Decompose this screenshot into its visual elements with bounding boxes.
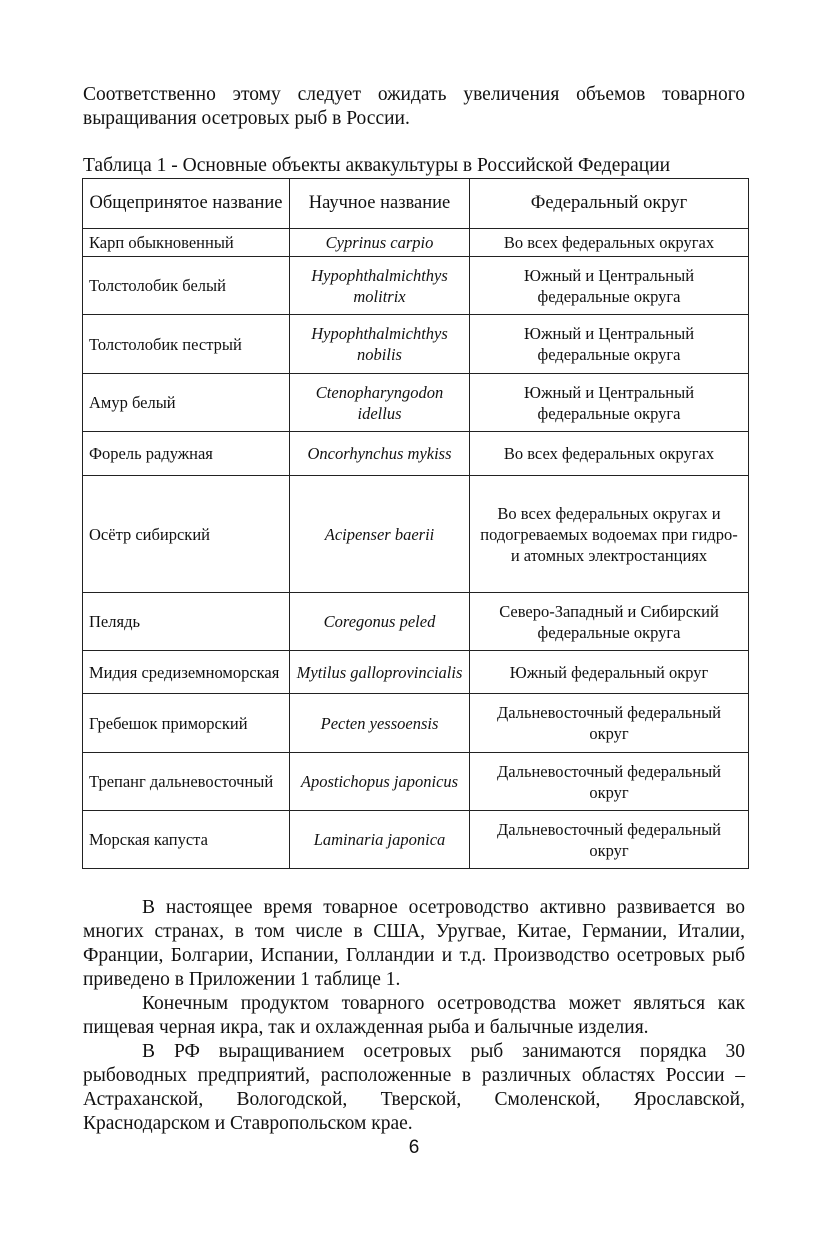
cell-common-name: Мидия средиземноморская [83, 651, 290, 694]
cell-federal-district: Дальневосточный федеральный округ [470, 811, 749, 869]
cell-scientific-name: Mytilus galloprovincialis [290, 651, 470, 694]
table-caption: Таблица 1 - Основные объекты аквакультуры в Российской Федерации [83, 155, 671, 176]
cell-common-name: Гребешок приморский [83, 694, 290, 753]
table-row [83, 694, 749, 753]
table-row [83, 593, 749, 651]
table-row [83, 432, 749, 476]
cell-common-name: Осётр сибирский [83, 476, 290, 593]
aquaculture-table [82, 178, 749, 869]
cell-federal-district: Южный и Центральный федеральные округа [470, 315, 749, 374]
cell-common-name: Форель радужная [83, 432, 290, 476]
header-scientific-name: Научное название [290, 179, 470, 229]
table-row [83, 257, 749, 315]
cell-federal-district: Дальневосточный федеральный округ [470, 753, 749, 811]
cell-federal-district: Северо-Западный и Сибирский федеральные округа [470, 593, 749, 651]
cell-common-name: Трепанг дальневосточный [83, 753, 290, 811]
cell-scientific-name: Oncorhynchus mykiss [290, 432, 470, 476]
cell-federal-district: Во всех федеральных округах [470, 432, 749, 476]
page-number: 6 [408, 1137, 420, 1158]
cell-common-name: Амур белый [83, 374, 290, 432]
cell-scientific-name: Hypophthalmichthys molitrix [290, 257, 470, 315]
body-paragraph: Конечным продуктом товарного осетроводства может являться как пищевая черная икра, так и охлажденная рыба и балычные изделия. [83, 993, 745, 1038]
table-row [83, 651, 749, 694]
table-row [83, 753, 749, 811]
body-paragraph: В настоящее время товарное осетроводство активно развивается во многих странах, в том числе в США, Уругвае, Китае, Германии, Италии, Франции, Болгарии, Испании, Голландии и т.д. Производство осетровых рыб приведено в Приложении 1 таблице 1. [83, 897, 745, 990]
cell-federal-district: Южный федеральный округ [470, 651, 749, 694]
cell-scientific-name: Pecten yessoensis [290, 694, 470, 753]
header-common-name: Общепринятое название [83, 179, 290, 229]
table-header-row [83, 179, 749, 229]
cell-scientific-name: Hypophthalmichthys nobilis [290, 315, 470, 374]
table-row [83, 229, 749, 257]
cell-scientific-name: Cyprinus carpio [290, 229, 470, 257]
cell-scientific-name: Ctenopharyngodon idellus [290, 374, 470, 432]
cell-federal-district: Дальневосточный федеральный округ [470, 694, 749, 753]
cell-federal-district: Южный и Центральный федеральные округа [470, 374, 749, 432]
cell-common-name: Пелядь [83, 593, 290, 651]
table-row [83, 811, 749, 869]
cell-scientific-name: Apostichopus japonicus [290, 753, 470, 811]
cell-federal-district: Во всех федеральных округах и подогреваемых водоемах при гидро- и атомных электростанциях [470, 476, 749, 593]
table-row [83, 374, 749, 432]
body-paragraph: В РФ выращиванием осетровых рыб занимаются порядка 30 рыбоводных предприятий, расположенные в различных областях России – Астраханской, Вологодской, Тверской, Смоленской, Ярославской, Краснодарском и Ставропольском крае. [83, 1041, 745, 1134]
header-federal-district: Федеральный округ [470, 179, 749, 229]
cell-scientific-name: Coregonus peled [290, 593, 470, 651]
cell-common-name: Толстолобик пестрый [83, 315, 290, 374]
intro-paragraph: Соответственно этому следует ожидать увеличения объемов товарного выращивания осетровых рыб в России. [83, 84, 745, 129]
table-row [83, 315, 749, 374]
cell-common-name: Морская капуста [83, 811, 290, 869]
cell-scientific-name: Acipenser baerii [290, 476, 470, 593]
table-row [83, 476, 749, 593]
cell-scientific-name: Laminaria japonica [290, 811, 470, 869]
cell-common-name: Толстолобик белый [83, 257, 290, 315]
cell-common-name: Карп обыкновенный [83, 229, 290, 257]
cell-federal-district: Южный и Центральный федеральные округа [470, 257, 749, 315]
cell-federal-district: Во всех федеральных округах [470, 229, 749, 257]
